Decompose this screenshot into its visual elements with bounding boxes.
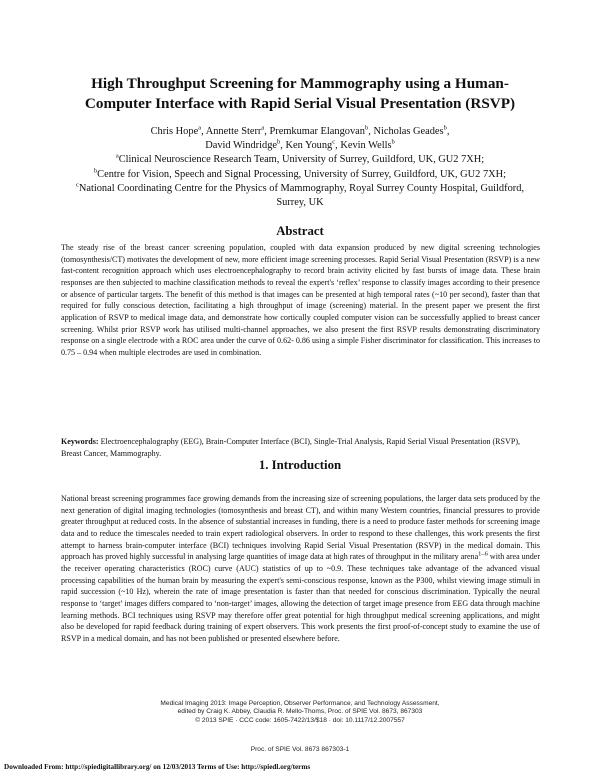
abstract-text: The steady rise of the breast cancer screening population, coupled with data expansion produced by new digital screening technologies (tomosynthesis/CT) motivates the development of new, more efficient image screening processes. Rapid Serial Visual Presentation (RSVP) is a new fast-content recognition approach which uses electroencephalography to record brain activity elicited by fast bursts of image data. These brain responses are then subjected to machine classification methods to reveal the expert's ‘reflex’ response to classify images according to their presence or absence of particular targets. The benefit of this method is that images can be presented at high temporal rates (~10 per second), faster than that required for fully conscious detection, facilitating a high throughput of image (screening) material. In the present paper we present the first application of RSVP to medical image data, and demonstrate how cortically coupled computer vision can be successfully applied to breast cancer screening. Whilst prior RSVP work has utilised multi-channel approaches, we also present the first RSVP results demonstrating discriminatory response on a single electrode with a ROC area under the curve of 0.62- 0.86 using a simple Fisher discriminator for classification. This increases to 0.75 – 0.94 when multiple electrodes are used in combination.: [61, 243, 540, 357]
introduction-heading: 1. Introduction: [258, 458, 342, 472]
abstract-heading: Abstract: [276, 224, 324, 238]
page-number: Proc. of SPIE Vol. 8673 867303-1: [250, 746, 350, 753]
title-line-2: Computer Interface with Rapid Serial Visual Presentation (RSVP): [84, 95, 516, 112]
introduction-text: National breast screening programmes face growing demands from the increasing size of screening populations, the larger data sets produced by the next generation of digital imaging technologies (tomosynthesis and breast CT), and within many Western countries, financial pressures to provide greater throughput at reduced costs. In the absence of substantial increases in funding, there is a need to produce faster methods for screening image data and to reduce the timescales needed to train expert radiological observers. In order to respond to these challenges, this work presents the first attempt to harness brain-computer interface (BCI) techniques involving Rapid Serial Visual Presentation (RSVP) in the medical domain. This approach has proved highly successful in analysing large quantities of image data at high rates of throughput in the military arena$^{1-6}$ with area under the receiver operating characteristics (ROC) curve (AUC) statistics of up to ~0.9. These techniques take advantage of the advanced visual processing capabilities of the human brain by measuring the expert's semi-conscious response, known as the P300, whilst viewing image stimuli in rapid succession (~10 Hz), wherein the rate of image presentation is faster than that needed for conscious discrimination. Typically the neural response to ‘target’ images differs compared to ‘non-target’ images, allowing the detection of target image presence from EEG data through machine learning methods. BCI techniques using RSVP may therefore offer great potential for high throughput medical screening applications, and might also be developed for rapid feedback during training of expert observers. This work presents the first proof-of-concept study to examine the use of RSVP in a medical domain, and has not been published or presented elsewhere before.: [61, 494, 540, 643]
affiliation-c-continued: Surrey, UK: [276, 197, 324, 209]
keywords-text: Electroencephalography (EEG), Brain-Computer Interface (BCI), Single-Trial Analysis, Rapid Serial Visual Presentation (RSVP), Breast Cancer, Mammography.: [61, 437, 521, 458]
affiliation-b: $^b$Centre for Vision, Speech and Signal Processing, University of Surrey, Guildford, UK, GU2 7XH;: [93, 167, 507, 180]
author-block: [60, 125, 540, 210]
publication-footer: Medical Imaging 2013: Image Perception, Observer Performance, and Technology Assessment, edited by Craig K. Abbey, Claudia R. Mello-Thoms, Proc. of SPIE Vol. 8673, 867303 © 2013 SPIE · CCC code: 1605-7422/13/$18 · doi: 10.1117/12.2007557: [160, 700, 440, 724]
citation-ref: 1–6: [478, 550, 488, 558]
affiliation-a: $^a$Clinical Neuroscience Research Team, University of Surrey, Guildford, UK, GU2 7XH;: [115, 152, 485, 166]
title-line-1: High Throughput Screening for Mammography using a Human-: [91, 75, 509, 92]
author-line-1: Chris Hope$^a$, Annette Sterr$^a$, Premkumar Elangovan$^b$, Nicholas Geades$^b$,: [150, 124, 450, 137]
keywords-label: Keywords:: [61, 437, 99, 446]
keywords: [61, 436, 540, 459]
affiliation-c: $^c$National Coordinating Centre for the Physics of Mammography, Royal Surrey County Hospital, Guildford,: [75, 181, 525, 194]
download-notice: Downloaded From: http://spiedigitallibrary.org/ on 12/03/2013 Terms of Use: http://spiedl.org/terms: [4, 763, 311, 771]
author-line-2: David Windridge$^b$, Ken Young$^c$, Kevin Wells$^b$: [205, 138, 395, 152]
paper-title: [60, 74, 540, 114]
